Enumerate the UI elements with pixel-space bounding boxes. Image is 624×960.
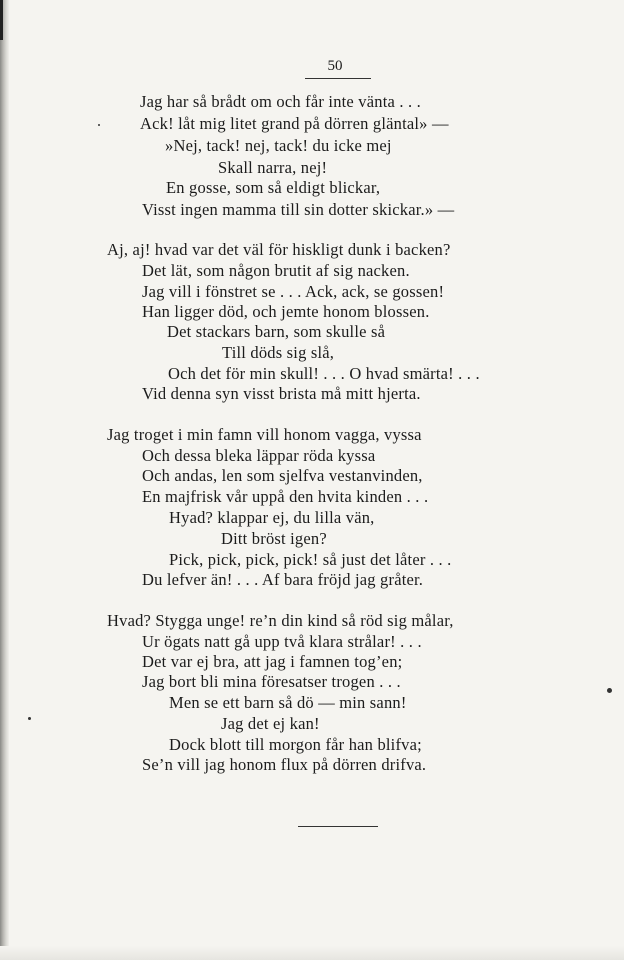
page-number: 50 [327,58,343,74]
poem-line: Ditt bröst igen? [221,529,327,548]
poem-line: Till döds sig slå, [222,343,335,362]
poem-line: Jag troget i min famn vill honom vagga, vyssa [107,425,422,444]
poem-line: Hvad? Stygga unge! re’n din kind så röd sig målar, [107,611,454,630]
binding-mark [0,0,3,40]
poem-line: Och dessa bleka läppar röda kyssa [142,446,376,465]
poem-line: Pick, pick, pick, pick! så just det låter . . . [169,550,452,569]
poem-line: Du lefver än! . . . Af bara fröjd jag gråter. [142,570,424,589]
poem-line: Han ligger död, och jemte honom blossen. [142,302,430,321]
ink-speck [28,717,31,720]
poem-line: Och det för min skull! . . . O hvad smärta! . . . [168,364,480,383]
poem-line: Visst ingen mamma till sin dotter skickar.» — [142,200,455,219]
poem-line: Ack! låt mig litet grand på dörren gläntal» — [140,114,449,133]
poem-line: Jag har så brådt om och får inte vänta . . . [140,92,421,111]
poem-line: Ur ögats natt gå upp två klara strålar! . . . [142,632,422,651]
ink-speck [607,688,612,693]
header-rule [305,78,371,79]
poem-line: Se’n vill jag honom flux på dörren drifva. [142,755,427,774]
poem-line: Det stackars barn, som skulle så [167,322,386,341]
page-bottom-edge [0,946,624,960]
poem-line: En majfrisk vår uppå den hvita kinden . . . [142,487,429,506]
poem-line: »Nej, tack! nej, tack! du icke mej [165,136,392,155]
page-binding-edge [0,0,9,960]
poem-line: Men se ett barn så dö — min sann! [169,693,407,712]
ink-speck [98,124,100,126]
poem-line: Skall narra, nej! [218,158,328,177]
poem-line: Jag vill i fönstret se . . . Ack, ack, se gossen! [142,282,445,301]
poem-line: Jag det ej kan! [221,714,320,733]
poem-line: Jag bort bli mina föresatser trogen . . . [142,672,401,691]
poem-line: Och andas, len som sjelfva vestanvinden, [142,466,423,485]
poem-line: Dock blott till morgon får han blifva; [169,735,422,754]
poem-line: Det lät, som någon brutit af sig nacken. [142,261,410,280]
poem-line: Hyad? klappar ej, du lilla vän, [169,508,375,527]
poem-line: En gosse, som så eldigt blickar, [166,178,381,197]
poem-line: Aj, aj! hvad var det väl för hiskligt dunk i backen? [107,240,451,259]
poem-line: Vid denna syn visst brista må mitt hjerta. [142,384,421,403]
footer-rule [298,826,378,827]
poem-line: Det var ej bra, att jag i famnen tog’en; [142,652,403,671]
